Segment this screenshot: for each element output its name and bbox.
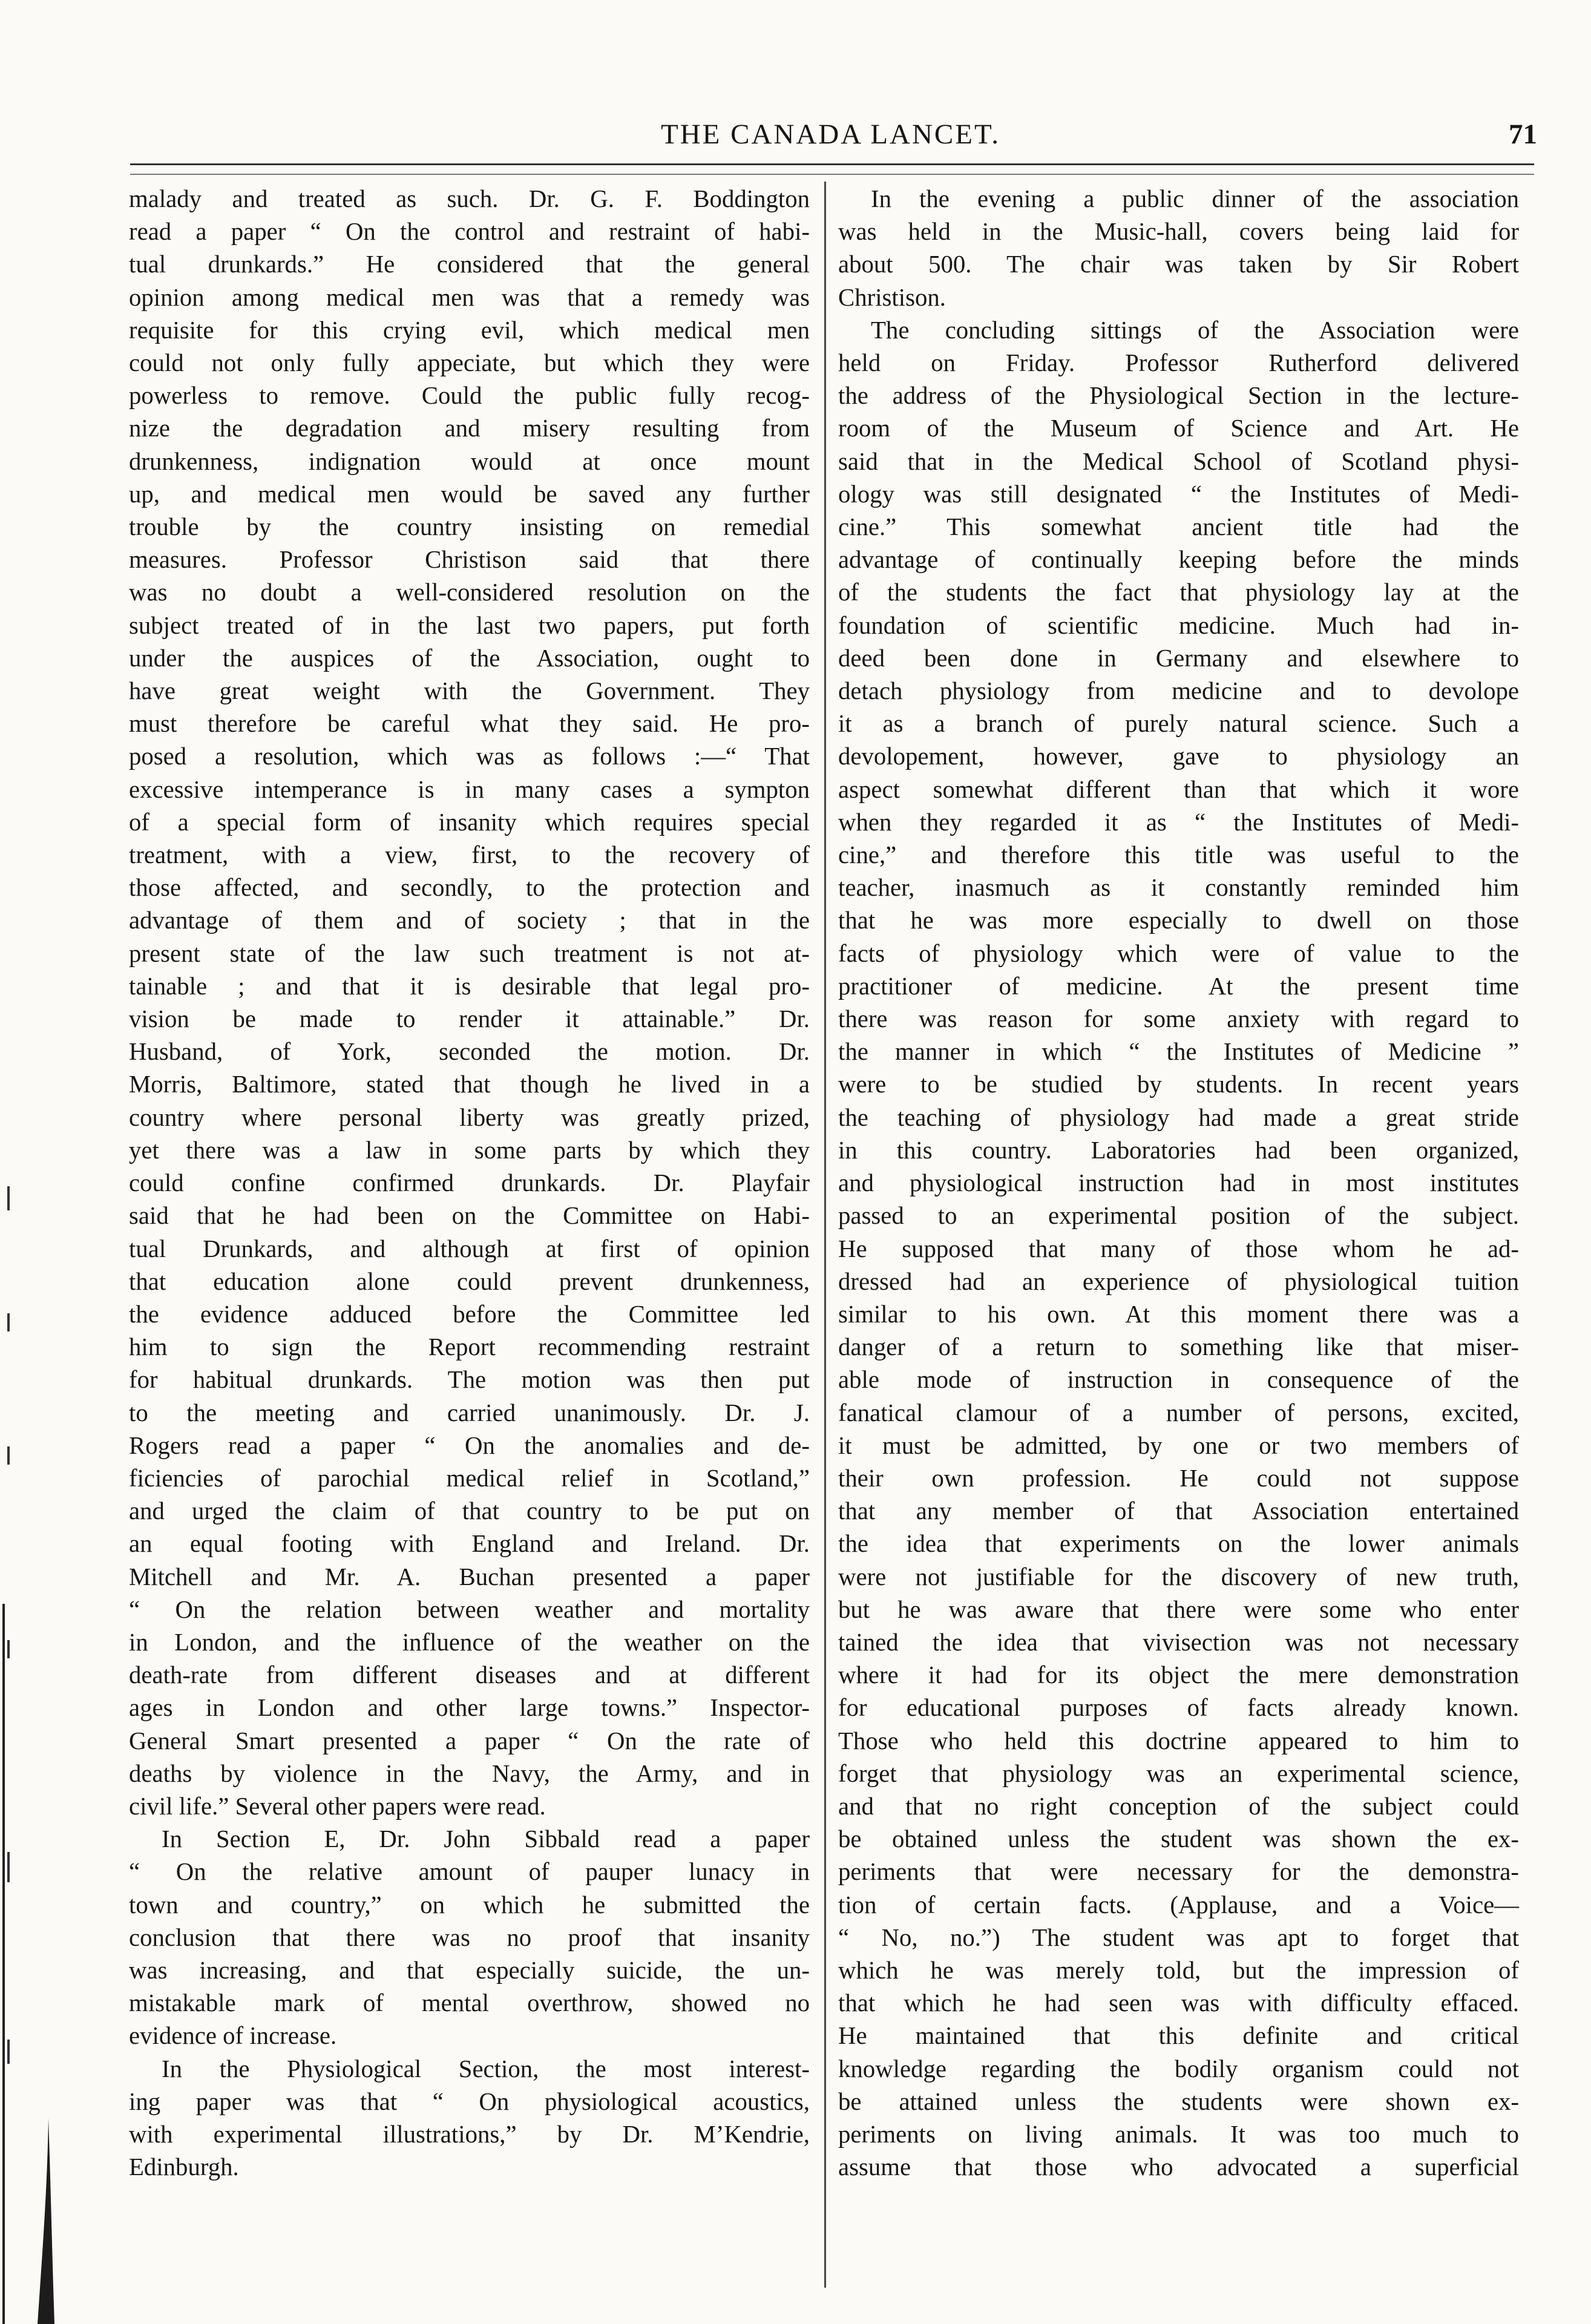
text-line: passed to an experimental position of the subject. (838, 1202, 1519, 1230)
text-line: able mode of instruction in consequence of the (838, 1366, 1519, 1394)
text-line: must therefore be careful what they said. He pro- (129, 710, 810, 738)
text-line: of the students the fact that physiology lay at the (838, 579, 1519, 606)
text-line: the evidence adduced before the Committee led (129, 1300, 810, 1328)
text-line: vision be made to render it attainable.” Dr. (129, 1005, 810, 1033)
text-line: requisite for this crying evil, which medical men (129, 316, 810, 344)
text-line: and urged the claim of that country to be put on (129, 1497, 810, 1525)
text-line: malady and treated as such. Dr. G. F. Boddington (129, 185, 810, 212)
page-number: 71 (1509, 119, 1537, 150)
text-line: advantage of them and of society ; that in the (129, 907, 810, 934)
text-line: be attained unless the students were shown ex- (838, 2087, 1519, 2115)
text-line: detach physiology from medicine and to devolope (838, 677, 1519, 705)
text-line: country where personal liberty was greatly prized, (129, 1103, 810, 1131)
text-line: the address of the Physiological Section in the lecture- (838, 382, 1519, 410)
text-line: held on Friday. Professor Rutherford delivered (838, 349, 1519, 377)
page-header (124, 118, 1537, 163)
text-line: ology was still designated “ the Institutes of Medi- (838, 480, 1519, 508)
text-line: that he was more especially to dwell on those (838, 907, 1519, 934)
text-line: ficiencies of parochial medical relief in Scotland,” (129, 1464, 810, 1492)
text-line: and that no right conception of the subject could (838, 1792, 1519, 1820)
text-line: tual drunkards.” He considered that the general (129, 251, 810, 278)
text-line: about 500. The chair was taken by Sir Robert (838, 251, 1519, 278)
text-line: mistakable mark of mental overthrow, showed no (129, 1989, 810, 2017)
text-line: have great weight with the Government. They (129, 677, 810, 705)
text-line: opinion among medical men was that a remedy was (129, 283, 810, 311)
text-line: death-rate from different diseases and at different (129, 1661, 810, 1689)
text-line: “ On the relative amount of pauper lunacy in (129, 1858, 810, 1886)
text-line: Mitchell and Mr. A. Buchan presented a paper (129, 1563, 810, 1590)
text-line: teacher, inasmuch as it constantly reminded him (838, 874, 1519, 902)
text-line: excessive intemperance is in many cases a sympton (129, 775, 810, 803)
text-line: foundation of scientific medicine. Much had in- (838, 611, 1519, 639)
text-line: facts of physiology which were of value to the (838, 939, 1519, 967)
text-line: was held in the Music-hall, covers being laid for (838, 218, 1519, 246)
text-line: said that he had been on the Committee on Habi- (129, 1202, 810, 1230)
text-line: those affected, and secondly, to the protection and (129, 874, 810, 902)
text-line: advantage of continually keeping before the minds (838, 546, 1519, 574)
text-line: but he was aware that there were some who enter (838, 1595, 1519, 1623)
text-line: He maintained that this definite and critical (838, 2022, 1519, 2050)
text-line: in London, and the influence of the weather on the (129, 1628, 810, 1656)
text-line: evidence of increase. (129, 2022, 337, 2050)
text-line: measures. Professor Christison said that there (129, 546, 810, 574)
text-line: He supposed that many of those whom he ad- (838, 1235, 1519, 1262)
text-line: forget that physiology was an experimental science, (838, 1759, 1519, 1787)
text-line: that any member of that Association entertained (838, 1497, 1519, 1525)
text-line: similar to his own. At this moment there was a (838, 1300, 1519, 1328)
text-line: “ On the relation between weather and mortality (129, 1595, 810, 1623)
text-line: under the auspices of the Association, ought to (129, 644, 810, 672)
text-line: periments that were necessary for the demonstra- (838, 1858, 1519, 1886)
text-line: present state of the law such treatment is not at- (129, 939, 810, 967)
text-line: treatment, with a view, first, to the recovery of (129, 841, 810, 869)
column-divider (824, 182, 826, 2288)
text-line: was no doubt a well-considered resolution on the (129, 579, 810, 606)
text-line: devolopement, however, gave to physiology an (838, 743, 1519, 770)
text-line: and physiological instruction had in most institutes (838, 1169, 1519, 1197)
text-line: deaths by violence in the Navy, the Army, and in (129, 1759, 810, 1787)
text-line: Morris, Baltimore, stated that though he lived in a (129, 1071, 810, 1098)
text-line: assume that those who advocated a superficial (838, 2153, 1519, 2181)
text-line: cine.” This somewhat ancient title had the (838, 513, 1519, 541)
text-line: could confine confirmed drunkards. Dr. Playfair (129, 1169, 810, 1197)
text-line: cine,” and therefore this title was useful to the (838, 841, 1519, 869)
text-line: to the meeting and carried unanimously. Dr. J. (129, 1399, 810, 1426)
text-line: room of the Museum of Science and Art. He (838, 415, 1519, 442)
text-line: their own profession. He could not suppose (838, 1464, 1519, 1492)
text-line: when they regarded it as “ the Institutes of Medi- (838, 808, 1519, 836)
text-line: trouble by the country insisting on remedial (129, 513, 810, 541)
text-line: Husband, of York, seconded the motion. Dr. (129, 1038, 810, 1066)
text-line: that which he had seen was with difficulty effaced. (838, 1989, 1519, 2017)
text-line: powerless to remove. Could the public fully recog- (129, 382, 810, 410)
text-line: it as a branch of purely natural science. Such a (838, 710, 1519, 738)
text-line: In Section E, Dr. John Sibbald read a paper (162, 1825, 810, 1853)
text-line: were to be studied by students. In recent years (838, 1071, 1519, 1098)
text-line: posed a resolution, which was as follows :—“ That (129, 743, 810, 770)
text-line: danger of a return to something like that miser- (838, 1333, 1519, 1361)
text-line: there was reason for some anxiety with regard to (838, 1005, 1519, 1033)
text-line: Those who held this doctrine appeared to him to (838, 1727, 1519, 1754)
text-line: subject treated of in the last two papers, put forth (129, 611, 810, 639)
text-line: dressed had an experience of physiological tuition (838, 1267, 1519, 1295)
text-line: Christison. (838, 283, 946, 311)
text-line: which he was merely told, but the impression of (838, 1956, 1519, 1984)
text-line: for habitual drunkards. The motion was then put (129, 1366, 810, 1394)
text-line: an equal footing with England and Ireland. Dr. (129, 1530, 810, 1558)
text-line: were not justifiable for the discovery of new truth, (838, 1563, 1519, 1590)
text-line: him to sign the Report recommending restraint (129, 1333, 810, 1361)
header-rule (130, 163, 1534, 175)
text-line: tual Drunkards, and although at first of opinion (129, 1235, 810, 1262)
text-line: said that in the Medical School of Scotland physi- (838, 447, 1519, 475)
text-line: town and country,” on which he submitted the (129, 1891, 810, 1919)
text-line: in this country. Laboratories had been organized, (838, 1136, 1519, 1164)
text-line: “ No, no.”) The student was apt to forget that (838, 1923, 1519, 1951)
text-line: tainable ; and that it is desirable that legal pro- (129, 972, 810, 1000)
text-line: knowledge regarding the bodily organism could not (838, 2055, 1519, 2083)
text-line: fanatical clamour of a number of persons, excited, (838, 1399, 1519, 1426)
right-column (838, 183, 1519, 2184)
text-line: Rogers read a paper “ On the anomalies and de- (129, 1431, 810, 1459)
text-line: Edinburgh. (129, 2153, 239, 2181)
text-line: read a paper “ On the control and restraint of habi- (129, 218, 810, 246)
text-line: deed been done in Germany and elsewhere to (838, 644, 1519, 672)
text-line: General Smart presented a paper “ On the rate of (129, 1727, 810, 1754)
left-column (129, 183, 810, 2184)
text-line: ing paper was that “ On physiological acoustics, (129, 2087, 810, 2115)
text-line: yet there was a law in some parts by which they (129, 1136, 810, 1164)
text-line: it must be admitted, by one or two members of (838, 1431, 1519, 1459)
text-line: could not only fully appeciate, but which they were (129, 349, 810, 377)
text-line: where it had for its object the mere demonstration (838, 1661, 1519, 1689)
text-line: that education alone could prevent drunkenness, (129, 1267, 810, 1295)
text-line: periments on living animals. It was too much to (838, 2120, 1519, 2148)
text-line: the manner in which “ the Institutes of Medicine ” (838, 1038, 1519, 1066)
text-line: be obtained unless the student was shown the ex- (838, 1825, 1519, 1853)
text-line: tained the idea that vivisection was not necessary (838, 1628, 1519, 1656)
text-line: the teaching of physiology had made a great stride (838, 1103, 1519, 1131)
text-line: with experimental illustrations,” by Dr. M’Kendrie, (129, 2120, 810, 2148)
text-line: In the evening a public dinner of the association (871, 185, 1519, 212)
text-line: civil life.” Several other papers were read. (129, 1792, 546, 1820)
text-line: ages in London and other large towns.” Inspector- (129, 1694, 810, 1722)
text-line: The concluding sittings of the Association were (871, 316, 1519, 344)
text-line: was increasing, and that especially suicide, the un- (129, 1956, 810, 1984)
text-line: In the Physiological Section, the most interest- (162, 2055, 810, 2083)
text-line: nize the degradation and misery resulting from (129, 415, 810, 442)
text-line: practitioner of medicine. At the present time (838, 972, 1519, 1000)
text-line: drunkenness, indignation would at once mount (129, 447, 810, 475)
text-line: tion of certain facts. (Applause, and a Voice— (838, 1891, 1519, 1919)
text-line: aspect somewhat different than that which it wore (838, 775, 1519, 803)
text-line: for educational purposes of facts already known. (838, 1694, 1519, 1722)
text-line: of a special form of insanity which requires special (129, 808, 810, 836)
text-line: up, and medical men would be saved any further (129, 480, 810, 508)
binding-edge-marks (0, 0, 91, 2324)
running-title: THE CANADA LANCET. (661, 119, 1000, 150)
text-line: the idea that experiments on the lower animals (838, 1530, 1519, 1558)
text-line: conclusion that there was no proof that insanity (129, 1923, 810, 1951)
